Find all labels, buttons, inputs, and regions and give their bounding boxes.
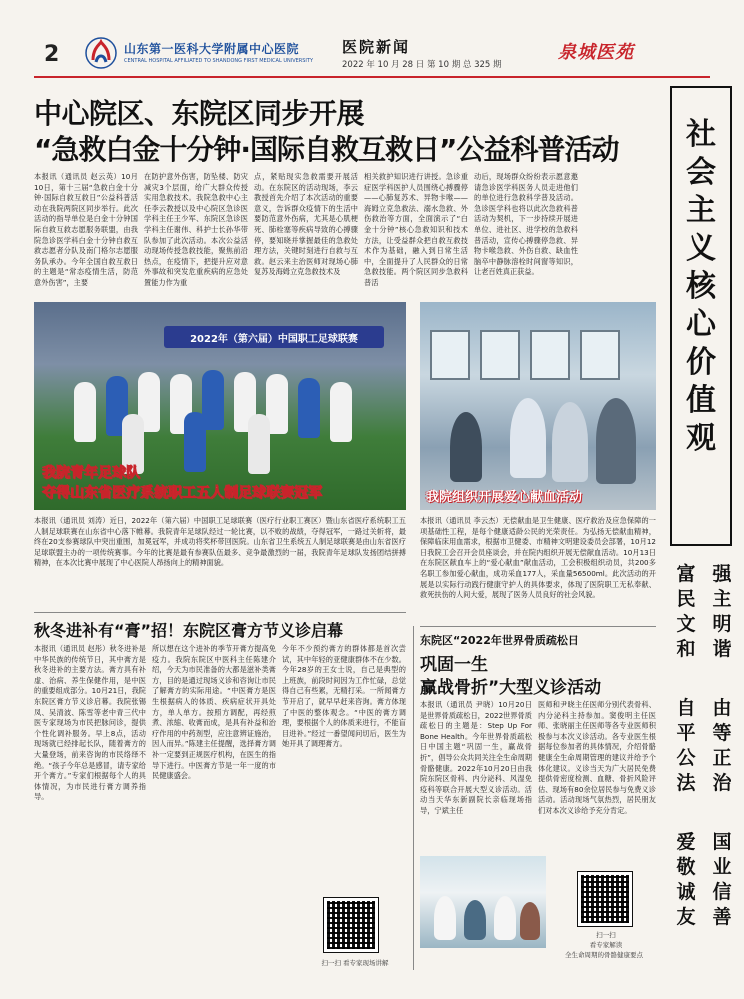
lead-column-1: 本报讯（通讯员 赵云英）10月10日，第十三届“急救白金十分钟·国际自救互救日”公益科普活动在我院两院区同步举行。此次活动的指导单位是白金十分钟国际自救互救志愿服务联盟，由我院急诊医学科白金十分钟自救互救志愿者分队及南门格尔志愿服务队承办。今年全国自救互救日的主题是“常态疫情生活，防范意外伤害”，主要 — [34, 172, 138, 287]
lead-column-3: 点，紧贴现实急救需要开展活动。在东院区的活动现场，李云教授首先介绍了本次活动的重要意义，告诉群众疫情下的生活中要防范意外伤病，尤其是心肌梗死、肺栓塞等疾病导致的心搏骤停，要知晓并掌握最佳的急救处理方法，关键时刻进行自救与互救。赵云来主治医师对现场心肺复苏及海姆立克急救技术及 — [254, 172, 358, 277]
clinic-photo — [420, 856, 546, 948]
bus-window — [580, 330, 620, 380]
core-values-title-char: 会 — [686, 155, 716, 190]
masthead — [0, 0, 744, 78]
bus-window — [530, 330, 570, 380]
page-number: 2 — [44, 42, 60, 67]
core-values-left-column: 爱 敬 诚 友 — [676, 831, 696, 928]
section-title: 医院新闻 — [342, 38, 411, 56]
qr-caption-2b: 看专家解读 — [589, 941, 623, 949]
core-values-right-column: 强 主 明 谐 — [712, 563, 732, 660]
core-values-pair — [672, 562, 736, 662]
lead-column-2: 在防护意外伤害，防坠楼、防灾减灾3个层面，给广大群众传授实用急救技术。我院急救中心主任李云教授以及中心院区急诊医学科主任王少军、东院区急诊医学科主任谢伟、科护士长孙华带队参加了此次活动。本次公益活动现场传授急救技能，聚焦前沿热点，在疫情下，把提升应对意外事故和突发危重疾病的应急处置能力作为重 — [144, 172, 248, 287]
core-values-pair — [672, 696, 736, 796]
person-figure — [510, 398, 546, 478]
qr-caption-1: 扫一扫 看专家现场讲解 — [321, 959, 389, 967]
hospital-name-en: CENTRAL HOSPITAL AFFILIATED TO SHANDONG FIRST MEDICAL UNIVERSITY — [124, 58, 313, 64]
football-article-text: 本报讯（通讯员 刘涛）近日，2022年（第六届）中国职工足球联赛（医疗行业职工赛区）暨山东省医疗系统职工五人制足球联赛在山东省中心落下帷幕。我院青年足球队经过一轮比赛，以不败的战绩，夺得冠军，一路过关斩将，最终在20支参赛球队中突出重围，加冕冠军，并成功将奖杯带回医院。山东省卫生系统五人制足球联赛是由山东省医疗足球联盟主办的一项传统赛事。今年的比赛是最有参赛队伍最多、竞争最激烈的一届，我院青年足球队发扬团结拼搏精神，在本次比赛中展现了中心医院人昂扬向上的精神面貌。 — [34, 516, 406, 568]
lead-headline-line2: “急救白金十分钟·国际自救互救日”公益科普活动 — [34, 133, 619, 166]
core-values-title-char: 观 — [686, 421, 716, 456]
league-banner: 2022年（第六届）中国职工足球联赛 — [164, 326, 384, 348]
core-values-title-char: 心 — [686, 307, 716, 342]
core-values-left-column: 自 平 公 法 — [676, 697, 696, 794]
core-values-sidebar — [662, 76, 740, 986]
lead-column-4: 相关救护知识进行讲授。急诊重症医学科医护人员围绕心搏骤停——心肺复苏术、异物卡喉——海姆立克急救法、溺水急救、外伤救治等方面，全面演示了“白金十分钟”核心急救知识和技术方法，让受益群众把自救互救技术作为基础，融入到日常生活中，全面提升了人民群众的日常急救技能。两个院区同步急救科普活 — [364, 172, 468, 287]
football-team-photo — [34, 302, 406, 510]
bone-column-2: 医师和尹晓主任医师分别代表骨科、内分泌科主持参加。窦俊明主任医师、张晓丽主任医师等各专业医师积极参与本次义诊活动。各专业医生根据每位参加者的具体情况，介绍骨骼健康全生命周期管理的建议并给予个体化建议。义诊当天为广大居民免费提供骨密度检测、血糖、骨折风险评估、现场有80余位居民参与免费义诊活动。活动现场气氛热烈，居民朋友们对本次义诊给予充分肯定。 — [538, 700, 656, 815]
divider — [34, 612, 406, 613]
core-values-title-char: 值 — [686, 383, 716, 418]
core-values-right-column: 国 业 信 善 — [712, 831, 732, 928]
column-divider — [413, 626, 414, 970]
core-values-title-char: 社 — [686, 117, 716, 152]
lead-headline-line1: 中心院区、东院区同步开展 — [34, 97, 365, 130]
core-values-title — [679, 116, 723, 458]
core-values-right-column: 由 等 正 治 — [712, 697, 732, 794]
issue-info: 2022 年 10 月 28 日 第 10 期 总 325 期 — [342, 60, 502, 70]
person-figure — [596, 398, 636, 484]
person-figure — [464, 900, 486, 940]
hospital-name: 山东第一医科大学附属中心医院 — [124, 42, 300, 56]
bus-window — [430, 330, 470, 380]
core-values-pairs — [672, 562, 736, 964]
bone-article-title-line2: 赢战骨折”大型义诊活动 — [420, 678, 602, 698]
divider — [420, 626, 656, 627]
person-figure — [494, 896, 516, 940]
qr-code-2[interactable] — [578, 872, 632, 926]
player-figure — [74, 382, 96, 442]
blood-caption: 我院组织开展爱心献血活动 — [426, 490, 583, 505]
player-figure — [184, 412, 206, 472]
person-figure — [520, 902, 540, 940]
lead-column-5: 动后，现场群众纷纷表示愿意邀请急诊医学科医务人员走进他们的单位进行急救科学普及活动。急诊医学科也将以此次急救科普活动为契机，下一步持续开展进单位、进社区、进学校的急救科普活动，宣传心搏骤停急救、异物卡喉急救、外伤自救、缺血性脑卒中静脉溶栓时间窗等知识，让老百姓真正获益。 — [474, 172, 578, 277]
paste-article-headline: 秋冬进补有“膏”招！东院区膏方节义诊启幕 — [34, 621, 344, 640]
newspaper-name: 泉城医苑 — [558, 42, 634, 63]
football-caption-line2: 夺得山东省医疗系统职工五人制足球联赛冠军 — [42, 485, 322, 501]
bone-column-1: 本报讯（通讯员 尹晓）10月20日是世界骨质疏松日，2022世界骨质疏松日的主题是：Step Up For Bone Health。今年世界骨质疏松日中国主题“巩固一生，赢战骨折”，倡导公众共同关注全生命周期骨骼健康。2022年10月20日由我院东院区骨科、内分泌科、风湿免疫科等联合开展大型义诊活动。活动当天华东新副院长亲临现场指导，宁斌主任 — [420, 700, 532, 815]
paste-column-2: 所以想在这个进补的季节开膏方提高免疫力。我院东院区中医科主任陈建介绍，今天为市民准备的大都是滋补类膏方，目的是通过现场义诊和咨询让市民了解膏方的实际用途。“中医膏方是医生根据病人的体质、疾病症状开具处方，单人单方。按照方调配，再经煎煮、浓缩、收膏而成，是具有补益和治疗作用的中药剂型，应注意辨证施治，因人而异。”陈建主任提醒，选择膏方调补一定要到正规医疗机构，在医生的指导下进行。中医膏方节是一年一度的市民健康盛会。 — [152, 644, 276, 781]
player-figure — [248, 414, 270, 474]
qr-code-1[interactable] — [324, 898, 378, 952]
bone-article-small-title: 东院区“2022年世界骨质疏松日 — [420, 634, 579, 647]
paste-column-3: 今年不少预约膏方的群体都是首次尝试，其中年轻的亚健康群体不在少数。今年28岁的王女士说，自己是典型的上班族，前段时间因为工作忙碌，总觉得自己有些累，无精打采。一所闻膏方节开启了，就早早赶来咨询。膏方体现了中医的整体观念。“中医的膏方调理，要根据个人的体质来进行，不能盲目进补。”经过一番望闻问切后，医生为她开具了调理膏方。 — [282, 644, 406, 749]
core-values-title-char: 核 — [686, 269, 716, 304]
person-figure — [450, 412, 482, 482]
header-rule — [34, 76, 710, 78]
core-values-left-column: 富 民 文 和 — [676, 563, 696, 660]
qr-caption-2a: 扫一扫 — [596, 931, 616, 939]
bus-window — [480, 330, 520, 380]
person-figure — [552, 402, 588, 482]
person-figure — [434, 896, 456, 940]
football-caption-line1: 我院青年足球队 — [42, 465, 140, 481]
paste-column-1: 本报讯（通讯员 赵彤）秋冬进补是中华民族的传统节日，其中膏方是秋冬进补的主要方法。膏方具有补虚、治病、养生保健作用，是中医的重要组成部分。10月21日，我院东院区膏方节义诊启幕。我院张锡凤、吴清波、陈雪等老中青三代中医专家现场为市民把脉问诊，提供个性化调补服务。早上8点，活动现场就已经排起长队，随着膏方的大量登场，前来咨询的市民络绎不绝。“孩子今年总是感冒，请专家给开个膏方。”专家们根据每个人的具体情况，为市民进行膏方调养指导。 — [34, 644, 146, 802]
blood-donation-photo — [420, 302, 656, 510]
core-values-pair — [672, 830, 736, 930]
qr-caption-2c: 全生命周期的骨骼健康要点 — [565, 951, 643, 959]
player-figure — [330, 382, 352, 442]
core-values-title-char: 价 — [686, 345, 716, 380]
hospital-logo-icon — [84, 36, 118, 70]
player-figure — [298, 378, 320, 438]
core-values-title-char: 主 — [686, 193, 716, 228]
core-values-title-char: 义 — [686, 231, 716, 266]
bone-article-title-line1: 巩固一生 — [420, 655, 488, 675]
blood-article-text: 本报讯（通讯员 李云杰）无偿献血是卫生健康、医疗救治及应急保障的一项基础性工程，是每个健康适龄公民的光荣责任。为弘扬无偿献血精神，保障临床用血需求，根据市卫健委、市精神文明建设委员会部署，10月12日我院工会召开会员座谈会，并在院内组织开展无偿献血活动。10月13日在东院区献血车上的“爱心献血”献血活动，工会积极组织动员，共200多名职工参加爱心献血，成功采血177人，采血量56500ml。此次活动的开展是以实际行动践行健康守护人的具体要求，体现了医院职工无私奉献、救死扶伤的人间大爱，展现了医务人员良好的社会风貌。 — [420, 516, 656, 600]
